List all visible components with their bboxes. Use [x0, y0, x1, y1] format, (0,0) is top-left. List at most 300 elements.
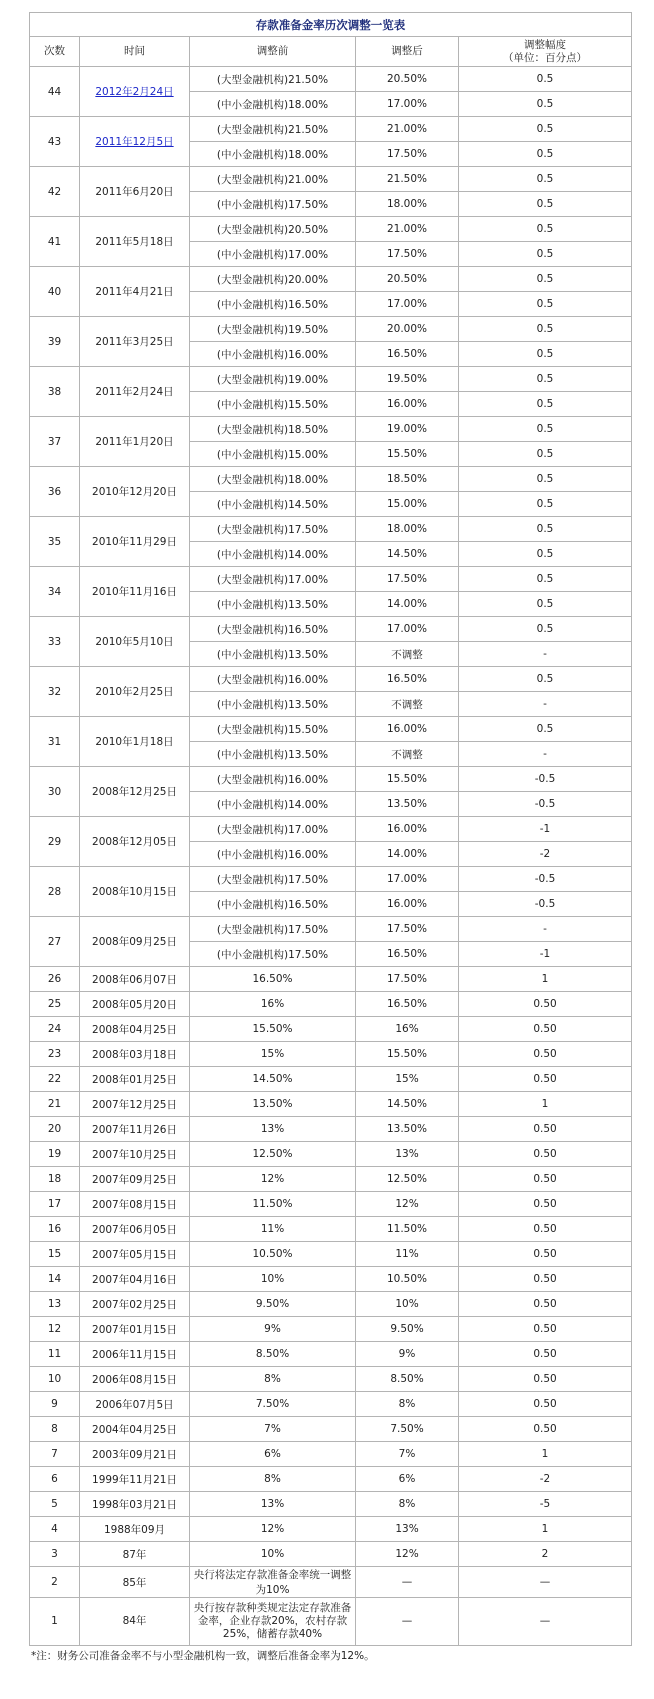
adjustment-magnitude: -0.5: [459, 767, 632, 792]
adjustment-number: 2: [30, 1567, 80, 1598]
adjustment-number: 29: [30, 817, 80, 867]
rate-before: (中小金融机构)18.00%: [190, 142, 356, 167]
rate-after: 12%: [356, 1192, 459, 1217]
adjustment-number: 21: [30, 1092, 80, 1117]
adjustment-magnitude: -5: [459, 1492, 632, 1517]
rate-after: 7%: [356, 1442, 459, 1467]
adjustment-date: 2011年3月25日: [80, 317, 190, 367]
adjustment-number: 18: [30, 1167, 80, 1192]
adjustment-number: 26: [30, 967, 80, 992]
table-row: [30, 167, 632, 192]
adjustment-date: 84年: [80, 1598, 190, 1646]
table-row: [30, 67, 632, 92]
header-cell: 次数: [30, 37, 80, 67]
rate-before: 12.50%: [190, 1142, 356, 1167]
adjustment-number: 3: [30, 1542, 80, 1567]
rate-after: 16.50%: [356, 342, 459, 367]
rate-after: 14.50%: [356, 542, 459, 567]
table-row: [30, 517, 632, 542]
rate-after: 16.50%: [356, 667, 459, 692]
rate-after: 17.00%: [356, 617, 459, 642]
rate-before: 16%: [190, 992, 356, 1017]
table-row: [30, 917, 632, 942]
table-row: [30, 617, 632, 642]
table-row: [30, 1517, 632, 1542]
adjustment-magnitude: -2: [459, 842, 632, 867]
rate-before: (大型金融机构)17.50%: [190, 867, 356, 892]
adjustment-number: 41: [30, 217, 80, 267]
adjustment-number: 11: [30, 1342, 80, 1367]
rate-before: (中小金融机构)15.00%: [190, 442, 356, 467]
table-row: [30, 1342, 632, 1367]
rate-after: 9.50%: [356, 1317, 459, 1342]
adjustment-date: 2008年03月18日: [80, 1042, 190, 1067]
table-row: [30, 1017, 632, 1042]
adjustment-date: 2008年06月07日: [80, 967, 190, 992]
adjustment-magnitude: 0.50: [459, 1392, 632, 1417]
adjustment-date: 2010年11月16日: [80, 567, 190, 617]
table-row: [30, 1392, 632, 1417]
adjustment-date: 2006年08月15日: [80, 1367, 190, 1392]
adjustment-magnitude: 0.5: [459, 442, 632, 467]
rate-after: 13%: [356, 1517, 459, 1542]
rate-before: (中小金融机构)16.00%: [190, 342, 356, 367]
rate-before: 10%: [190, 1267, 356, 1292]
rate-after: 12%: [356, 1542, 459, 1567]
adjustment-magnitude: 0.5: [459, 392, 632, 417]
rate-after: 17.00%: [356, 292, 459, 317]
adjustment-magnitude: 0.50: [459, 1217, 632, 1242]
adjustment-magnitude: —: [459, 1598, 632, 1646]
rate-before: (中小金融机构)17.00%: [190, 242, 356, 267]
adjustment-number: 24: [30, 1017, 80, 1042]
table-row: [30, 567, 632, 592]
table-row: [30, 1267, 632, 1292]
adjustment-date: 2007年02月25日: [80, 1292, 190, 1317]
footnote: *注：财务公司准备金率不与小型金融机构一致，调整后准备金率为12%。: [31, 1650, 375, 1662]
table-row: [30, 717, 632, 742]
adjustment-number: 30: [30, 767, 80, 817]
adjustment-date: 2011年5月18日: [80, 217, 190, 267]
rate-before: (大型金融机构)15.50%: [190, 717, 356, 742]
header-cell: 时间: [80, 37, 190, 67]
adjustment-date: 2006年11月15日: [80, 1342, 190, 1367]
table-row: [30, 317, 632, 342]
rate-after: 16.00%: [356, 817, 459, 842]
adjustment-number: 22: [30, 1067, 80, 1092]
adjustment-number: 33: [30, 617, 80, 667]
adjustment-number: 31: [30, 717, 80, 767]
rate-after: 14.50%: [356, 1092, 459, 1117]
table-row: [30, 1567, 632, 1598]
adjustment-date: 87年: [80, 1542, 190, 1567]
adjustment-date: 2010年12月20日: [80, 467, 190, 517]
rate-before: (中小金融机构)13.50%: [190, 742, 356, 767]
adjustment-number: 5: [30, 1492, 80, 1517]
rate-before: (中小金融机构)13.50%: [190, 642, 356, 667]
adjustment-magnitude: -2: [459, 1467, 632, 1492]
rate-before: (大型金融机构)16.00%: [190, 767, 356, 792]
rate-after: 16.50%: [356, 992, 459, 1017]
adjustment-number: 4: [30, 1517, 80, 1542]
adjustment-magnitude: 0.50: [459, 1142, 632, 1167]
table-row: [30, 1242, 632, 1267]
adjustment-magnitude: 2: [459, 1542, 632, 1567]
rate-after: 11%: [356, 1242, 459, 1267]
rate-after: 8.50%: [356, 1367, 459, 1392]
adjustment-magnitude: 0.50: [459, 1167, 632, 1192]
adjustment-date: 2008年05月20日: [80, 992, 190, 1017]
adjustment-magnitude: 1: [459, 967, 632, 992]
rate-before: (中小金融机构)13.50%: [190, 592, 356, 617]
adjustment-date: 2007年09月25日: [80, 1167, 190, 1192]
rate-before: (大型金融机构)19.50%: [190, 317, 356, 342]
adjustment-number: 23: [30, 1042, 80, 1067]
adjustment-magnitude: 0.5: [459, 317, 632, 342]
adjustment-date: 2007年05月15日: [80, 1242, 190, 1267]
adjustment-date: 2010年1月18日: [80, 717, 190, 767]
table-row: [30, 1092, 632, 1117]
adjustment-magnitude: 0.5: [459, 167, 632, 192]
adjustment-magnitude: 0.50: [459, 992, 632, 1017]
rate-after: 21.00%: [356, 217, 459, 242]
rate-after: 15.50%: [356, 767, 459, 792]
rate-before: (大型金融机构)20.50%: [190, 217, 356, 242]
adjustment-magnitude: -: [459, 742, 632, 767]
rate-after: 13.50%: [356, 792, 459, 817]
header-cell: 调整前: [190, 37, 356, 67]
adjustment-magnitude: 0.5: [459, 592, 632, 617]
adjustment-number: 28: [30, 867, 80, 917]
adjustment-magnitude: 0.50: [459, 1367, 632, 1392]
rate-before: (中小金融机构)14.00%: [190, 792, 356, 817]
rate-after: 14.00%: [356, 592, 459, 617]
adjustment-magnitude: 0.5: [459, 67, 632, 92]
adjustment-magnitude: 0.50: [459, 1417, 632, 1442]
adjustment-number: 42: [30, 167, 80, 217]
rate-before: (大型金融机构)17.50%: [190, 917, 356, 942]
adjustment-magnitude: -0.5: [459, 867, 632, 892]
rate-after: 21.00%: [356, 117, 459, 142]
rate-before: 央行将法定存款准备金率统一调整为10%: [190, 1567, 356, 1598]
adjustment-magnitude: 0.5: [459, 542, 632, 567]
adjustment-magnitude: -: [459, 692, 632, 717]
adjustment-date: 2007年12月25日: [80, 1092, 190, 1117]
adjustment-number: 13: [30, 1292, 80, 1317]
adjustment-number: 1: [30, 1598, 80, 1646]
adjustment-magnitude: -0.5: [459, 892, 632, 917]
adjustment-date: 2008年12月25日: [80, 767, 190, 817]
rate-before: 8.50%: [190, 1342, 356, 1367]
adjustment-number: 35: [30, 517, 80, 567]
rate-after: 19.50%: [356, 367, 459, 392]
rate-before: 12%: [190, 1517, 356, 1542]
adjustment-magnitude: 0.5: [459, 517, 632, 542]
adjustment-date: 2011年6月20日: [80, 167, 190, 217]
adjustment-date: 2011年2月24日: [80, 367, 190, 417]
adjustment-number: 6: [30, 1467, 80, 1492]
adjustment-number: 38: [30, 367, 80, 417]
adjustment-magnitude: 1: [459, 1092, 632, 1117]
rate-after: 17.50%: [356, 917, 459, 942]
rate-before: 13%: [190, 1492, 356, 1517]
adjustment-magnitude: 0.5: [459, 717, 632, 742]
rate-after: 18.50%: [356, 467, 459, 492]
rate-after: —: [356, 1598, 459, 1646]
adjustment-date: 2006年07月5日: [80, 1392, 190, 1417]
adjustment-magnitude: 0.5: [459, 417, 632, 442]
rate-before: (大型金融机构)17.00%: [190, 567, 356, 592]
rate-before: 9.50%: [190, 1292, 356, 1317]
table-row: [30, 467, 632, 492]
adjustment-date: 1988年09月: [80, 1517, 190, 1542]
adjustment-date: 2004年04月25日: [80, 1417, 190, 1442]
rate-before: 10.50%: [190, 1242, 356, 1267]
table-row: [30, 1217, 632, 1242]
rate-before: 15.50%: [190, 1017, 356, 1042]
adjustment-magnitude: 0.50: [459, 1317, 632, 1342]
rate-before: (大型金融机构)17.50%: [190, 517, 356, 542]
rate-before: (大型金融机构)17.00%: [190, 817, 356, 842]
table-row: [30, 1067, 632, 1092]
rate-before: (大型金融机构)16.00%: [190, 667, 356, 692]
rate-after: 9%: [356, 1342, 459, 1367]
rate-before: 16.50%: [190, 967, 356, 992]
rate-before: (大型金融机构)21.50%: [190, 67, 356, 92]
adjustment-magnitude: -1: [459, 942, 632, 967]
adjustment-magnitude: 0.5: [459, 367, 632, 392]
rate-before: (中小金融机构)16.50%: [190, 292, 356, 317]
rate-after: 16.00%: [356, 392, 459, 417]
adjustment-date: 2007年11月26日: [80, 1117, 190, 1142]
adjustment-date: 1998年03月21日: [80, 1492, 190, 1517]
rate-before: (中小金融机构)14.00%: [190, 542, 356, 567]
table-row: [30, 1142, 632, 1167]
rate-after: 18.00%: [356, 517, 459, 542]
rate-after: —: [356, 1567, 459, 1598]
rate-after: 17.50%: [356, 142, 459, 167]
rate-after: 14.00%: [356, 842, 459, 867]
adjustment-number: 7: [30, 1442, 80, 1467]
rate-before: (大型金融机构)19.00%: [190, 367, 356, 392]
rate-before: (中小金融机构)16.00%: [190, 842, 356, 867]
rate-before: (中小金融机构)17.50%: [190, 192, 356, 217]
adjustment-magnitude: 0.50: [459, 1242, 632, 1267]
rate-after: 20.50%: [356, 67, 459, 92]
rate-after: 19.00%: [356, 417, 459, 442]
table-row: [30, 1417, 632, 1442]
adjustment-magnitude: 0.5: [459, 342, 632, 367]
rate-before: 11%: [190, 1217, 356, 1242]
adjustment-magnitude: 0.50: [459, 1192, 632, 1217]
adjustment-magnitude: 0.50: [459, 1017, 632, 1042]
table-row: [30, 1167, 632, 1192]
adjustment-date: 1999年11月21日: [80, 1467, 190, 1492]
adjustment-date: 2008年01月25日: [80, 1067, 190, 1092]
rate-before: (中小金融机构)15.50%: [190, 392, 356, 417]
rate-before: (大型金融机构)16.50%: [190, 617, 356, 642]
table-row: [30, 1442, 632, 1467]
adjustment-number: 17: [30, 1192, 80, 1217]
rate-after: 6%: [356, 1467, 459, 1492]
rate-after: 不调整: [356, 692, 459, 717]
adjustment-date: 2008年04月25日: [80, 1017, 190, 1042]
adjustment-date-link[interactable]: 2012年2月24日: [95, 86, 174, 98]
table-row: [30, 1192, 632, 1217]
adjustment-number: 14: [30, 1267, 80, 1292]
adjustment-number: 37: [30, 417, 80, 467]
table-row: [30, 1367, 632, 1392]
adjustment-magnitude: 0.5: [459, 242, 632, 267]
rate-after: 15%: [356, 1067, 459, 1092]
adjustment-date: [80, 67, 190, 117]
rate-after: 16%: [356, 1017, 459, 1042]
adjustment-number: 34: [30, 567, 80, 617]
header-cell: 调整后: [356, 37, 459, 67]
rate-before: 8%: [190, 1467, 356, 1492]
adjustment-number: 8: [30, 1417, 80, 1442]
table-row: [30, 1117, 632, 1142]
rate-after: 12.50%: [356, 1167, 459, 1192]
adjustment-magnitude: -: [459, 642, 632, 667]
adjustment-number: 44: [30, 67, 80, 117]
table-row: [30, 1042, 632, 1067]
adjustment-date: 2003年09月21日: [80, 1442, 190, 1467]
adjustment-magnitude: 0.50: [459, 1117, 632, 1142]
adjustment-date: 2008年12月05日: [80, 817, 190, 867]
adjustment-number: 10: [30, 1367, 80, 1392]
rate-before: 10%: [190, 1542, 356, 1567]
table-row: [30, 1542, 632, 1567]
rate-after: 13%: [356, 1142, 459, 1167]
rate-after: 17.50%: [356, 567, 459, 592]
rate-before: 7.50%: [190, 1392, 356, 1417]
table-row: [30, 267, 632, 292]
adjustment-number: 12: [30, 1317, 80, 1342]
adjustment-magnitude: 0.5: [459, 467, 632, 492]
rate-after: 18.00%: [356, 192, 459, 217]
adjustment-magnitude: 0.50: [459, 1042, 632, 1067]
rate-after: 15.50%: [356, 1042, 459, 1067]
rate-before: 14.50%: [190, 1067, 356, 1092]
rate-before: 12%: [190, 1167, 356, 1192]
rate-before: (中小金融机构)13.50%: [190, 692, 356, 717]
table-row: [30, 992, 632, 1017]
adjustment-magnitude: 0.5: [459, 617, 632, 642]
rate-after: 20.00%: [356, 317, 459, 342]
adjustment-magnitude: 0.5: [459, 192, 632, 217]
table-row: [30, 367, 632, 392]
rate-after: 15.50%: [356, 442, 459, 467]
adjustment-magnitude: —: [459, 1567, 632, 1598]
rate-after: 10%: [356, 1292, 459, 1317]
rate-after: 10.50%: [356, 1267, 459, 1292]
rate-after: 21.50%: [356, 167, 459, 192]
adjustment-date: 2010年5月10日: [80, 617, 190, 667]
table-row: [30, 417, 632, 442]
table-row: [30, 667, 632, 692]
adjustment-magnitude: 0.5: [459, 492, 632, 517]
adjustment-magnitude: -0.5: [459, 792, 632, 817]
rate-before: (大型金融机构)18.50%: [190, 417, 356, 442]
reserve-ratio-table: [29, 12, 632, 1646]
rate-before: (中小金融机构)16.50%: [190, 892, 356, 917]
adjustment-magnitude: 1: [459, 1442, 632, 1467]
adjustment-date: 2010年2月25日: [80, 667, 190, 717]
rate-after: 17.50%: [356, 242, 459, 267]
rate-before: (中小金融机构)17.50%: [190, 942, 356, 967]
adjustment-date: 2007年01月15日: [80, 1317, 190, 1342]
adjustment-magnitude: 0.50: [459, 1267, 632, 1292]
table-row: [30, 1492, 632, 1517]
rate-after: 8%: [356, 1392, 459, 1417]
adjustment-date: 2007年04月16日: [80, 1267, 190, 1292]
table-row: [30, 967, 632, 992]
adjustment-date: 2011年1月20日: [80, 417, 190, 467]
adjustment-magnitude: 0.5: [459, 217, 632, 242]
rate-after: 不调整: [356, 642, 459, 667]
adjustment-number: 16: [30, 1217, 80, 1242]
rate-before: (大型金融机构)21.50%: [190, 117, 356, 142]
rate-before: 7%: [190, 1417, 356, 1442]
rate-after: 13.50%: [356, 1117, 459, 1142]
rate-before: (中小金融机构)14.50%: [190, 492, 356, 517]
adjustment-magnitude: 0.5: [459, 92, 632, 117]
adjustment-number: 27: [30, 917, 80, 967]
rate-before: 11.50%: [190, 1192, 356, 1217]
rate-before: 8%: [190, 1367, 356, 1392]
table-row: [30, 1317, 632, 1342]
rate-before: 15%: [190, 1042, 356, 1067]
adjustment-number: 39: [30, 317, 80, 367]
adjustment-date: 85年: [80, 1567, 190, 1598]
adjustment-number: 40: [30, 267, 80, 317]
reserve-ratio-document: [29, 12, 631, 1666]
adjustment-number: 15: [30, 1242, 80, 1267]
rate-after: 17.00%: [356, 867, 459, 892]
rate-after: 17.50%: [356, 967, 459, 992]
table-row: [30, 117, 632, 142]
adjustment-magnitude: -: [459, 917, 632, 942]
rate-after: 16.50%: [356, 942, 459, 967]
rate-after: 11.50%: [356, 1217, 459, 1242]
adjustment-date: 2007年06月05日: [80, 1217, 190, 1242]
adjustment-number: 32: [30, 667, 80, 717]
rate-before: (大型金融机构)20.00%: [190, 267, 356, 292]
adjustment-magnitude: 0.5: [459, 267, 632, 292]
table-row: [30, 217, 632, 242]
adjustment-number: 25: [30, 992, 80, 1017]
adjustment-number: 43: [30, 117, 80, 167]
rate-after: 17.00%: [356, 92, 459, 117]
table-row: [30, 767, 632, 792]
rate-before: 央行按存款种类规定法定存款准备金率，企业存款20%，农村存款25%，储蓄存款40%: [190, 1598, 356, 1646]
adjustment-magnitude: 0.5: [459, 567, 632, 592]
adjustment-number: 19: [30, 1142, 80, 1167]
table-title: 存款准备金率历次调整一览表: [30, 13, 632, 37]
adjustment-magnitude: 0.50: [459, 1292, 632, 1317]
rate-after: 20.50%: [356, 267, 459, 292]
adjustment-date-link[interactable]: 2011年12月5日: [95, 136, 174, 148]
rate-after: 16.00%: [356, 892, 459, 917]
rate-after: 8%: [356, 1492, 459, 1517]
adjustment-magnitude: 0.50: [459, 1342, 632, 1367]
adjustment-magnitude: -1: [459, 817, 632, 842]
rate-before: (中小金融机构)18.00%: [190, 92, 356, 117]
rate-after: 7.50%: [356, 1417, 459, 1442]
adjustment-date: 2007年08月15日: [80, 1192, 190, 1217]
rate-after: 15.00%: [356, 492, 459, 517]
